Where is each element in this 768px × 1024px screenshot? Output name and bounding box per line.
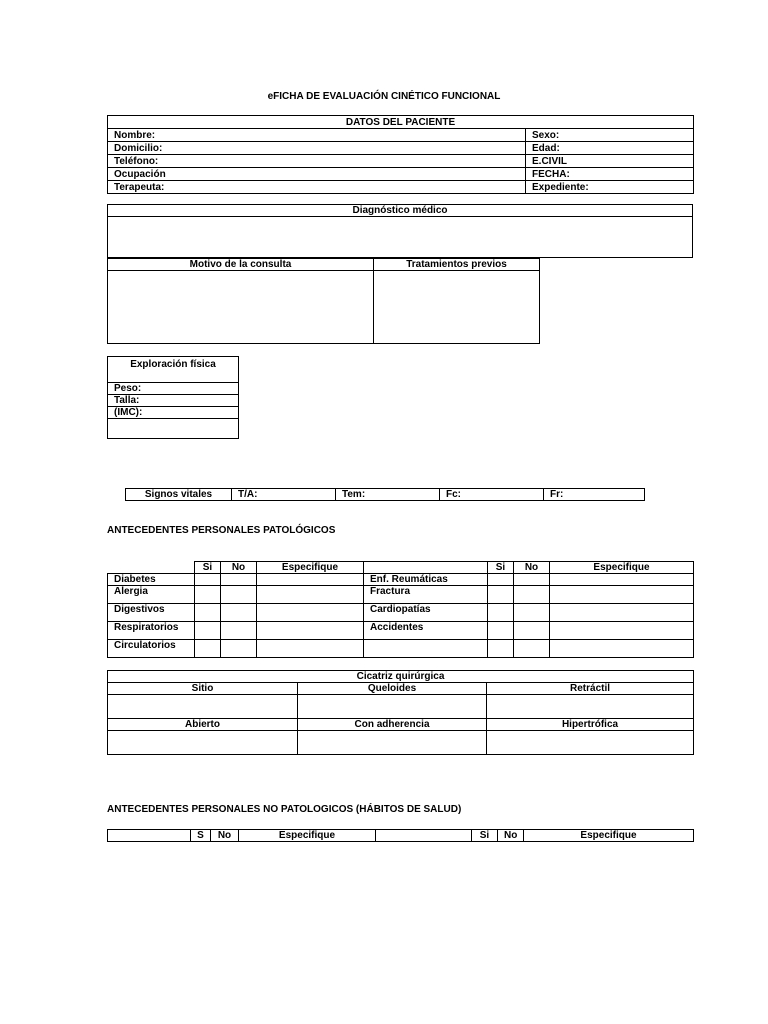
scar-hipertrofica: Hipertrófica (487, 719, 694, 731)
apnp-col-no: No (211, 830, 239, 842)
app-row-cardiopatias: Cardiopatías (364, 604, 488, 622)
page-title: eFICHA DE EVALUACIÓN CINÉTICO FUNCIONAL (267, 91, 501, 102)
motivo-field[interactable] (108, 271, 374, 344)
vitals-table (125, 488, 645, 501)
tratamientos-field[interactable] (374, 271, 540, 344)
field-nombre: Nombre: (108, 129, 526, 142)
scar-abierto: Abierto (108, 719, 298, 731)
app-header-line (363, 561, 487, 562)
field-tem: Tem: (336, 489, 440, 501)
vitals-label: Signos vitales (126, 489, 232, 501)
field-ta: T/A: (232, 489, 336, 501)
app-row-respiratorios: Respiratorios (108, 622, 195, 640)
apnp-col-especifique-2: Especifique (524, 830, 694, 842)
field-imc: (IMC): (108, 407, 239, 419)
app-row-diabetes: Diabetes (108, 574, 195, 586)
scar-abierto-field[interactable] (108, 731, 298, 755)
apnp-section-title: ANTECEDENTES PERSONALES NO PATOLOGICOS (HÁBITOS DE SALUD) (107, 804, 462, 815)
scar-retractil-field[interactable] (487, 695, 694, 719)
apnp-col-empty (108, 830, 191, 842)
scar-adherencia-field[interactable] (298, 731, 487, 755)
scar-sitio: Sitio (108, 683, 298, 695)
consult-table (107, 258, 540, 344)
field-telefono: Teléfono: (108, 155, 526, 168)
app-row-digestivos: Digestivos (108, 604, 195, 622)
app-section-title: ANTECEDENTES PERSONALES PATOLÓGICOS (107, 525, 336, 536)
field-talla: Talla: (108, 395, 239, 407)
apnp-table (107, 829, 694, 842)
field-peso: Peso: (108, 383, 239, 395)
field-ecivil: E.CIVIL (526, 155, 694, 168)
app-row-enf-reumaticas: Enf. Reumáticas (364, 574, 488, 586)
motivo-header: Motivo de la consulta (108, 259, 374, 271)
scar-retractil: Retráctil (487, 683, 694, 695)
app-col-si: Si (195, 562, 221, 574)
app-col-no: No (221, 562, 257, 574)
app-row-circulatorios: Circulatorios (108, 640, 195, 658)
apnp-col-s: S (191, 830, 211, 842)
apnp-col-empty-2 (376, 830, 472, 842)
apnp-col-si: Si (472, 830, 498, 842)
scar-con-adherencia: Con adherencia (298, 719, 487, 731)
app-col-no-2: No (514, 562, 550, 574)
scar-hipertrofica-field[interactable] (487, 731, 694, 755)
field-fr: Fr: (544, 489, 645, 501)
app-col-especifique: Especifique (257, 562, 364, 574)
app-table (107, 573, 694, 658)
patient-data-table (107, 115, 694, 194)
diagnosis-field[interactable] (108, 217, 693, 258)
field-terapeuta: Terapeuta: (108, 181, 526, 194)
field-expediente: Expediente: (526, 181, 694, 194)
scar-queloides: Queloides (298, 683, 487, 695)
app-col-si-2: Si (488, 562, 514, 574)
apnp-col-especifique: Especifique (239, 830, 376, 842)
scar-header: Cicatriz quirúrgica (108, 671, 694, 683)
physical-extra-field[interactable] (108, 419, 239, 439)
field-fc: Fc: (440, 489, 544, 501)
app-row-accidentes: Accidentes (364, 622, 488, 640)
apnp-col-no-2: No (498, 830, 524, 842)
physical-header: Exploración física (108, 357, 239, 383)
diagnosis-table (107, 204, 693, 258)
scar-sitio-field[interactable] (108, 695, 298, 719)
field-sexo: Sexo: (526, 129, 694, 142)
field-edad: Edad: (526, 142, 694, 155)
field-ocupacion: Ocupación (108, 168, 526, 181)
app-row-fractura: Fractura (364, 586, 488, 604)
app-col-especifique-2: Especifique (550, 562, 694, 574)
scar-table (107, 670, 694, 755)
physical-exam-table (107, 356, 239, 439)
app-row-empty (364, 640, 488, 658)
app-row-alergia: Alergia (108, 586, 195, 604)
field-domicilio: Domicilio: (108, 142, 526, 155)
scar-queloides-field[interactable] (298, 695, 487, 719)
tratamientos-header: Tratamientos previos (374, 259, 540, 271)
field-fecha: FECHA: (526, 168, 694, 181)
diagnosis-header: Diagnóstico médico (108, 205, 693, 217)
patient-data-header: DATOS DEL PACIENTE (108, 116, 694, 129)
